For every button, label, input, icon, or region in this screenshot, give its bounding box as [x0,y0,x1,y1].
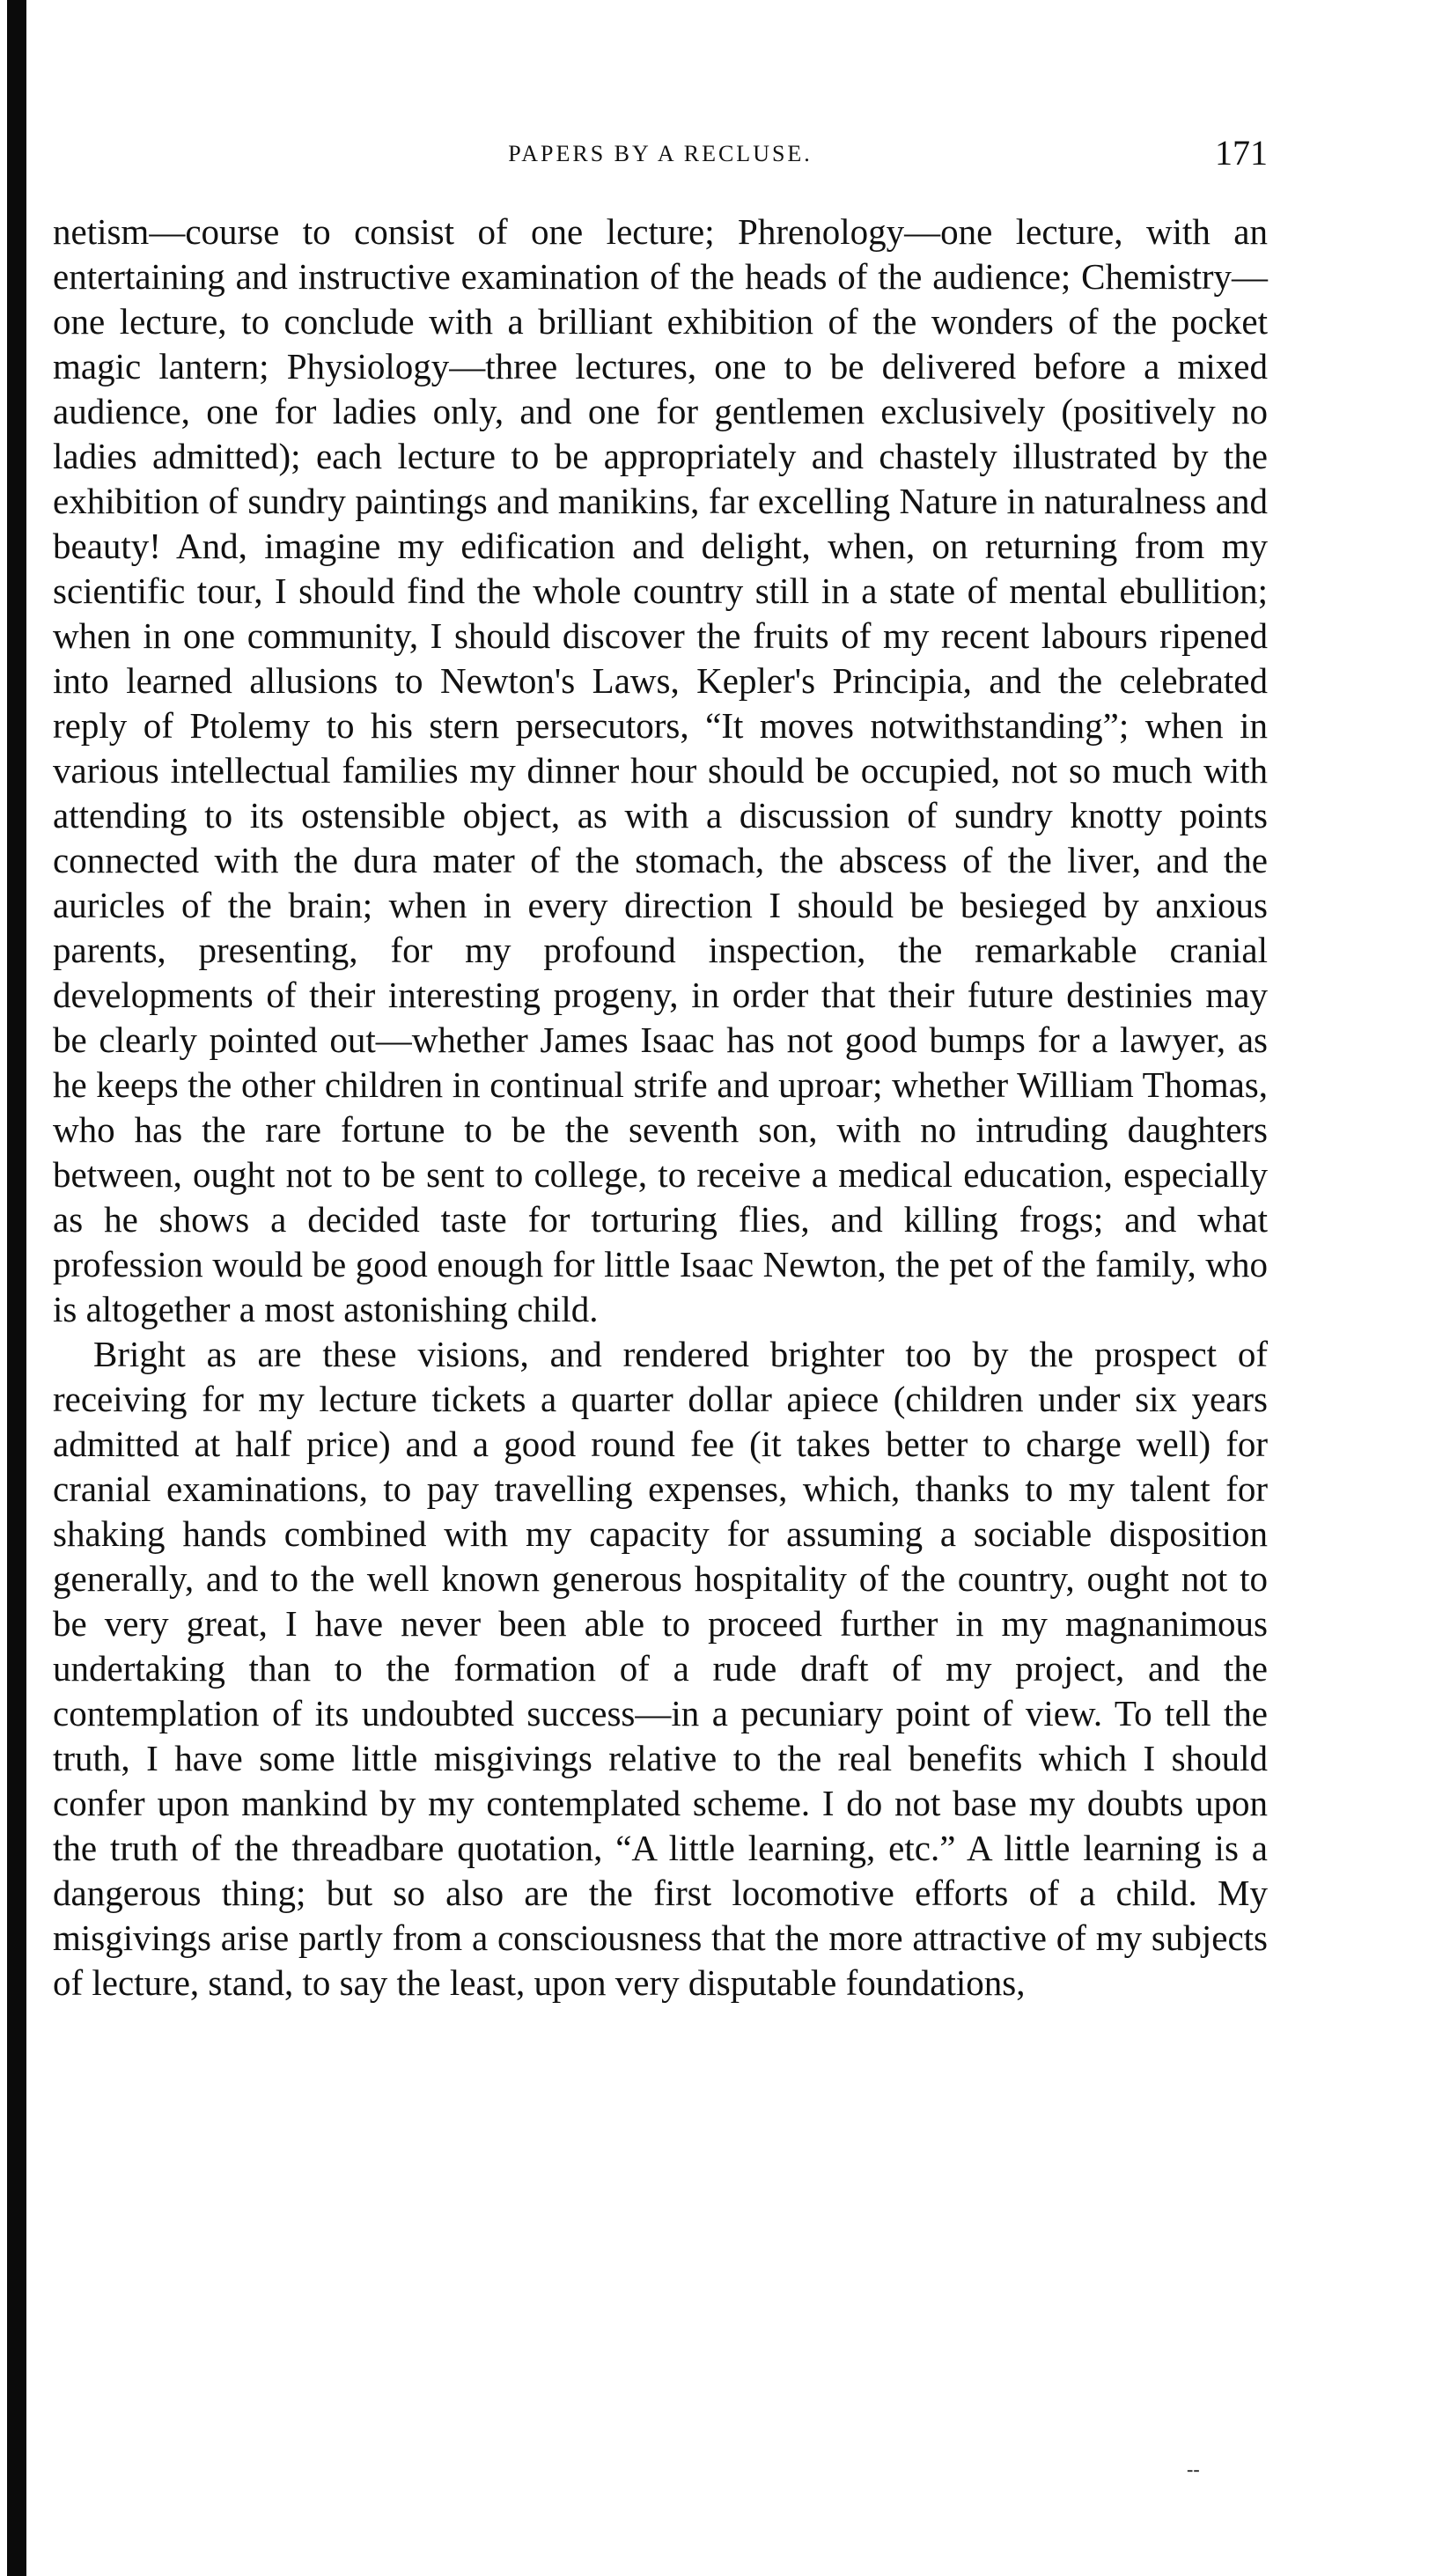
paragraph-1: netism—course to consist of one lecture; Phrenology—one lecture, with an entertaining and instructive examination of the heads of the audience; Chemistry—one lecture, to conclude with a brilliant exhibition of the wonders of the pocket magic lantern; Physiology—three lectures, one to be delivered before a mixed audience, one for ladies only, and one for gentlemen exclusively (positively no ladies admitted); each lecture to be appropriately and chastely illustrated by the exhibition of sundry paintings and manikins, far excelling Nature in naturalness and beauty! And, imagine my edification and delight, when, on returning from my scientific tour, I should find the whole country still in a state of mental ebullition; when in one community, I should discover the fruits of my recent labours ripened into learned allusions to Newton's Laws, Kepler's Principia, and the celebrated reply of Ptolemy to his stern persecutors, “It moves notwithstanding”; when in various intellectual families my dinner hour should be occupied, not so much with attending to its ostensible object, as with a discussion of sundry knotty points connected with the dura mater of the stomach, the abscess of the liver, and the auricles of the brain; when in every direction I should be besieged by anxious parents, presenting, for my profound inspection, the remarkable cranial developments of their interesting progeny, in order that their future destinies may be clearly pointed out—whether James Isaac has not good bumps for a lawyer, as he keeps the other children in continual strife and uproar; whether William Thomas, who has the rare fortune to be the seventh son, with no intruding daughters between, ought not to be sent to college, to receive a medical education, especially as he shows a decided taste for torturing flies, and killing frogs; and what profession would be good enough for little Isaac Newton, the pet of the family, who is altogether a most astonishing child. [53,211,1268,1329]
binding-edge [7,0,26,2576]
running-title: PAPERS BY A RECLUSE. [508,141,813,166]
running-head [53,132,1268,185]
page-number: 171 [1215,133,1268,173]
body-text [53,210,1268,2006]
book-page [53,132,1268,2006]
catchword: -- [1187,2458,1200,2480]
paragraph-2: Bright as are these visions, and rendered brighter too by the prospect of receiving for my lecture tickets a quarter dollar apiece (children under six years admitted at half price) and a good round fee (it takes better to charge well) for cranial examinations, to pay travelling expenses, which, thanks to my talent for shaking hands combined with my capacity for assuming a sociable disposition generally, and to the well known generous hospitality of the country, ought not to be very great, I have never been able to proceed further in my magnanimous undertaking than to the formation of a rude draft of my project, and the contemplation of its undoubted success—in a pecuniary point of view. To tell the truth, I have some little misgivings relative to the real benefits which I should confer upon mankind by my contemplated scheme. I do not base my doubts upon the truth of the threadbare quotation, “A little learning, etc.” A little learning is a dangerous thing; but so also are the first locomotive efforts of a child. My misgivings arise partly from a consciousness that the more attractive of my subjects of lecture, stand, to say the least, upon very disputable foundations, [53,1334,1268,2003]
